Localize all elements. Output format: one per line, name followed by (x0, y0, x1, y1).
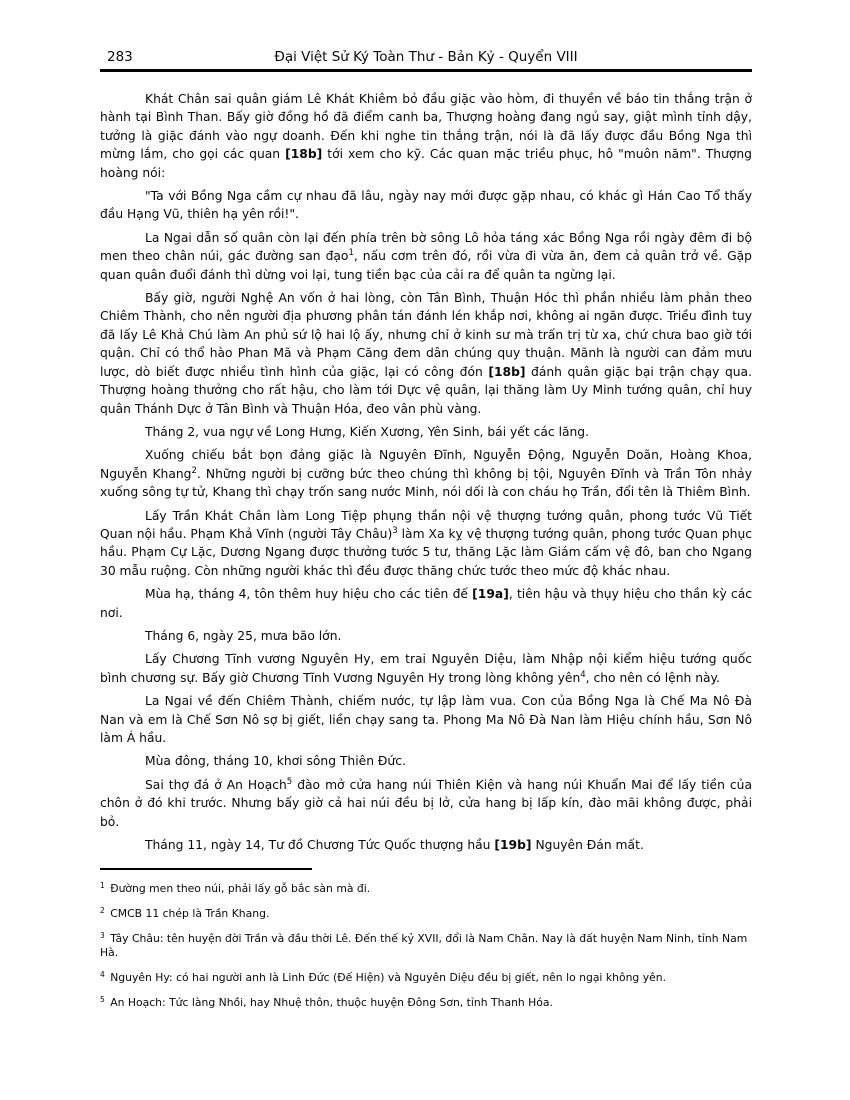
footnote-ref: 4 (580, 669, 586, 680)
footnote (100, 907, 752, 921)
paragraph-text: Lấy Chương Tĩnh vương Nguyên Hy, em trai Nguyên Diệu, làm Nhập nội kiểm hiệu tướng quốc bình chương sự. Bấy giờ Chương Tĩnh Vương Nguyên Hy trong lòng không yên (100, 652, 752, 685)
paragraph-text: Tháng 6, ngày 25, mưa bão lớn. (145, 628, 342, 643)
footnote-ref: 2 (191, 465, 197, 476)
paragraph (100, 446, 752, 501)
footnote-number: 4 (100, 969, 105, 979)
paragraph (100, 229, 752, 284)
footnote (100, 996, 752, 1010)
footnote-number: 1 (100, 880, 105, 890)
paragraph (100, 776, 752, 831)
paragraph-text: tới xem cho kỹ. Các quan mặc triều phục, hô "muôn năm". Thượng hoàng nói: (100, 147, 752, 180)
paragraph (100, 627, 752, 645)
footnote-separator (100, 868, 312, 870)
footnote-text: Tây Châu: tên huyện đời Trần và đầu thời Lê. Đến thế kỷ XVII, đổi là Nam Chân. Nay là đất huyện Nam Ninh, tỉnh Nam Hà. (100, 932, 748, 960)
paragraph-text: , nấu cơm trên đó, rồi vừa đi vừa ăn, đem cả quân trở về. Gặp quan quân đuổi đánh thì dừng voi lại, tung tiền bạc của cải ra để quân ta ngừng lại. (100, 249, 752, 282)
paragraph-text: Tháng 2, vua ngự về Long Hưng, Kiến Xương, Yên Sinh, bái yết các lăng. (145, 424, 590, 439)
paragraph-text: La Ngai dẫn số quân còn lại đến phía trên bờ sông Lô hỏa táng xác Bồng Nga rồi ngày đêm đi bộ men theo chân núi, gác đường san đạo (100, 230, 752, 264)
folio-marker: [19a] (472, 587, 509, 602)
paragraph-list (100, 90, 752, 854)
paragraph-text: Mùa hạ, tháng 4, tôn thêm huy hiệu cho các tiên đế (145, 587, 473, 602)
paragraph (100, 585, 752, 622)
paragraph (100, 752, 752, 770)
page-title: Đại Việt Sử Ký Toàn Thư - Bản Kỷ - Quyển VIII (274, 49, 578, 65)
footnote-text: Đường men theo núi, phải lấy gỗ bắc sàn mà đi. (106, 882, 371, 896)
paragraph-text: , tiên hậu và thụy hiệu cho thần kỳ các nơi. (100, 587, 753, 620)
paragraph (100, 507, 752, 581)
paragraph-text: Bấy giờ, người Nghệ An vốn ở hai lòng, còn Tân Bình, Thuận Hóc thì phần nhiều làm phản theo Chiêm Thành, cho nên người địa phương phân tán đánh lén khắp nơi, không ai ngăn được. Triều đình tuy đã lấy Lê Khả Chú làm An phủ sứ lộ hai lộ ấy, nhưng chỉ ở kinh sư mà trấn trị từ xa, chứ chưa bao giờ tới quận. Chỉ có thổ hào Phan Mã và Phạm Căng đem dân chúng quy thuận. Mãnh là người can đảm mưu lược, dò biết được nhiều tình hình của giặc, lại có công đón (100, 291, 752, 379)
paragraph-text: làm Xa kỵ vệ thượng tướng quân, phong tước Quan phục hầu. Phạm Cự Lặc, Dương Ngang được thưởng tước 5 tư, thăng Lặc làm Giám cấm vệ đô, ban cho Ngang 30 mẫu ruộng. Còn những người khác thì đều được thăng chức tước theo mức độ khác nhau. (100, 526, 752, 578)
paragraph-text: "Ta với Bồng Nga cầm cự nhau đã lâu, ngày nay mới được gặp nhau, có khác gì Hán Cao Tổ thấy đầu Hạng Vũ, thiên hạ yên rồi!". (100, 189, 752, 222)
paragraph-text: Sai thợ đá ở An Hoạch (145, 777, 287, 792)
paragraph-text: . Những người bị cưỡng bức theo chúng thì không bị tội, Nguyên Đĩnh và Trần Tôn nhảy xuống sông tự tử, Khang thì chạy trốn sang nước Minh, nói dối là con cháu họ Trần, đổi tên là Thiêm Bình. (100, 466, 752, 500)
footnote-text: An Hoạch: Tức làng Nhồi, hay Nhuệ thôn, thuộc huyện Đông Sơn, tỉnh Thanh Hóa. (106, 996, 553, 1010)
footnote-number: 3 (100, 930, 105, 940)
folio-marker: [18b] (285, 147, 323, 162)
header-rule (100, 69, 752, 72)
footnote-list (100, 882, 752, 1010)
footnote-text: Nguyên Hy: có hai người anh là Linh Đức (Đế Hiện) và Nguyên Diệu đều bị giết, nên lo ngại không yên. (106, 971, 666, 985)
paragraph-text: đánh quân giặc bại trận chạy qua. Thượng hoàng thưởng cho rất hậu, cho làm tới Dực vệ quân, lại thăng làm Uy Minh tướng quân, chỉ huy quân Thánh Dực ở Tân Bình và Thuận Hóa, đeo vân phù vàng. (100, 364, 752, 416)
footnote (100, 882, 752, 896)
paragraph (100, 187, 752, 224)
paragraph-text: đào mở cửa hang núi Thiên Kiện và hang núi Khuẩn Mai để lấy tiền của chôn ở đó khi trước. Nhưng bấy giờ cả hai núi đều bị lở, cửa hang bị lấp kín, đào mãi không được, phải bỏ. (100, 777, 752, 829)
page-number: 283 (107, 49, 133, 65)
paragraph-text: Khát Chân sai quân giám Lê Khát Khiêm bỏ đầu giặc vào hòm, đi thuyền về báo tin thắng trận ở hành tại Bình Than. Bấy giờ đồng hồ đã điểm canh ba, Thượng hoàng đang ngủ say, giật mình tỉnh dậy, tưởng là giặc đánh vào ngự doanh. Đến khi nghe tin thắng trận, nói là đã lấy được đầu Bồng Nga thì mừng lắm, cho gọi các quan (100, 92, 752, 162)
paragraph (100, 836, 752, 854)
footnote-number: 5 (100, 994, 105, 1004)
paragraph-text: Nguyên Đán mất. (531, 838, 644, 853)
paragraph-text: Mùa đông, tháng 10, khơi sông Thiên Đức. (145, 754, 406, 769)
footnote-text: CMCB 11 chép là Trần Khang. (106, 907, 270, 921)
paragraph-text: Lấy Trần Khát Chân làm Long Tiệp phụng thần nội vệ thượng tướng quân, phong tước Vũ Tiết Quan nội hầu. Phạm Khả Vĩnh (người Tây Châu) (100, 508, 752, 541)
folio-marker: [19b] (494, 838, 532, 853)
paragraph (100, 289, 752, 418)
footnote-number: 2 (100, 905, 105, 915)
footnote (100, 932, 752, 960)
paragraph-text: Xuống chiếu bắt bọn đảng giặc là Nguyên Đĩnh, Nguyễn Động, Nguyễn Doãn, Hoàng Khoa, Nguyễn Khang (100, 448, 752, 481)
footnote-ref: 3 (392, 525, 398, 536)
paragraph (100, 90, 752, 182)
document-body (100, 90, 752, 1021)
paragraph (100, 650, 752, 687)
footnote (100, 971, 752, 985)
page-header (100, 48, 752, 68)
paragraph (100, 692, 752, 747)
footnote-ref: 1 (348, 248, 354, 259)
folio-marker: [18b] (488, 364, 526, 379)
paragraph-text: Tháng 11, ngày 14, Tư đồ Chương Tức Quốc thượng hầu (145, 838, 495, 853)
footnote-ref: 5 (286, 776, 293, 787)
paragraph-text: , cho nên có lệnh này. (585, 670, 720, 685)
paragraph-text: La Ngai về đến Chiêm Thành, chiếm nước, tự lập làm vua. Con của Bồng Nga là Chế Ma Nô Đà Nan và em là Chế Sơn Nô sợ bị giết, liền chạy sang ta. Phong Ma Nô Đà Nan làm Hiệu chính hầu, Sơn Nô làm Á hầu. (100, 694, 752, 745)
paragraph (100, 423, 752, 441)
